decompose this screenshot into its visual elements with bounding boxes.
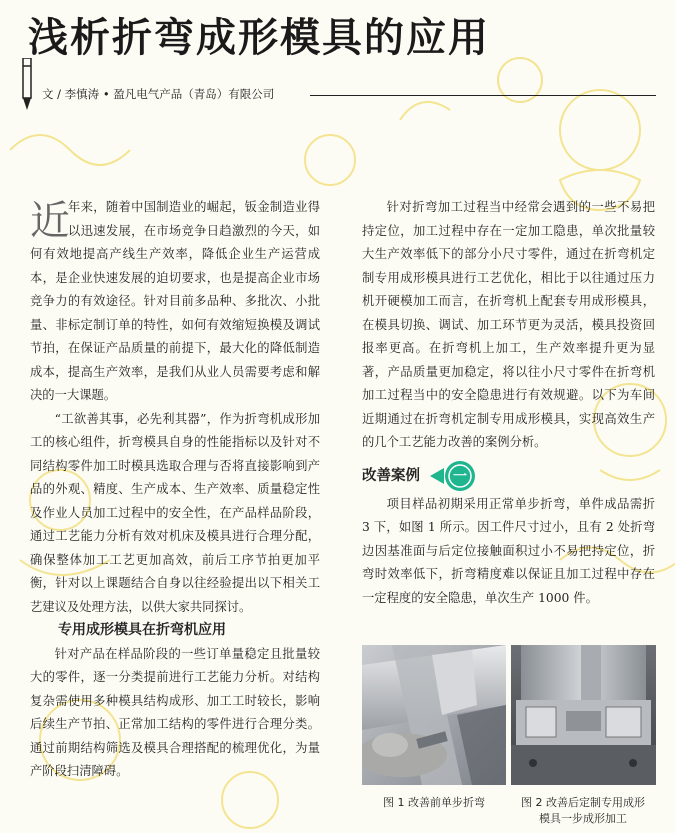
- case-heading: [362, 463, 655, 489]
- case-number-badge: [430, 459, 480, 493]
- byline: [20, 82, 660, 112]
- figure-2-caption: [508, 795, 658, 827]
- article-title: 浅析折弯成形模具的应用: [28, 15, 490, 61]
- case-number: 一: [453, 468, 467, 485]
- author-line: 文 / 李慎涛 • 盈凡电气产品（青岛）有限公司: [42, 87, 275, 101]
- paragraph-sample-stage: 针对产品在样品阶段的一些订单量稳定且批量较大的零件，逐一分类提前进行工艺能力分析。对结构复杂需使用多种模具结构成形、加工工时较长，影响后续生产节拍、正常加工结构的零件进行合理分类。通过前期结构筛选及模具合理搭配的梳理优化，为量产阶段扫清障碍。: [30, 646, 320, 778]
- column-left: [30, 196, 320, 784]
- paragraph-case-one: 项目样品初期采用正常单步折弯，单件成品需折 3 下，如图 1 所示。因工件尺寸过小，且有 2 处折弯边因基准面与后定位接触面积过小不易把持定位，折弯时效率低下，折弯精度难以保证且加工过程中存在一定程度的安全隐患，单次生产 1000 件。: [362, 496, 655, 605]
- paragraph-tools: “工欲善其事，必先利其器”，作为折弯机成形加工的核心组件，折弯模具自身的性能指标以及针对不同结构零件加工时模具选取合理与否将直接影响到产品的外观、精度、生产成本、生产效率、质量稳定性及作业人员加工过程中的安全性，在产品样品阶段，通过工艺能力分析有效对机床及模具进行合理分配，确保整体加工工艺更加高效，前后工序节拍更加平衡，针对以上课题结合自身以往经验提出以下相关工艺建议及处理方法，以供大家共同探讨。: [30, 411, 320, 614]
- figure-2-caption-line2: 模具一步成形加工: [539, 812, 627, 825]
- pen-icon: [20, 58, 34, 112]
- figure-1-photo: [362, 645, 506, 785]
- paragraph-small-parts: 针对折弯加工过程当中经常会遇到的一些不易把持定位，加工过程中存在一定加工隐患，单次批量较大生产效率低下的部分小尺寸零件，通过在折弯机定制专用成形模具进行工艺优化，相比于以往通过压力机开硬模加工而言，在折弯机上配套专用成形模具，在模具切换、调试、加工环节更为灵活，模具投资回报率更高。在折弯机上加工，生产效率提升更为显著，产品质量更加稳定，将以往小尺寸零件在折弯机加工过程当中的安全隐患进行有效规避。以下为车间近期通过在折弯机定制专用成形模具，实现高效生产的几个工艺能力改善的案例分析。: [362, 200, 655, 449]
- section-heading-special-dies: 专用成形模具在折弯机应用: [58, 622, 226, 638]
- case-label: 改善案例: [362, 467, 420, 484]
- figure-1-caption: 图 1 改善前单步折弯: [383, 796, 485, 809]
- dropcap: 近: [30, 198, 70, 244]
- figure-2-caption-line1: 图 2 改善后定制专用成形: [521, 796, 645, 809]
- paragraph-intro: 年来，随着中国制造业的崛起，钣金制造业得以迅速发展，在市场竞争日趋激烈的今天，如何有效地提高产线生产效率，降低企业生产运营成本，是企业快速发展的迫切要求，也是提高企业市场竞争力的有效途径。针对目前多品种、多批次、小批量、非标定制订单的特性，如何有效缩短换模及调试节拍，在保证产品质量的前提下，最大化的降低制造成本，提高生产效率，是我们从业人员需要考虑和解决的一大课题。: [30, 200, 320, 402]
- column-right: [362, 196, 655, 610]
- byline-divider: [310, 95, 656, 96]
- figure-2-photo: [511, 645, 656, 785]
